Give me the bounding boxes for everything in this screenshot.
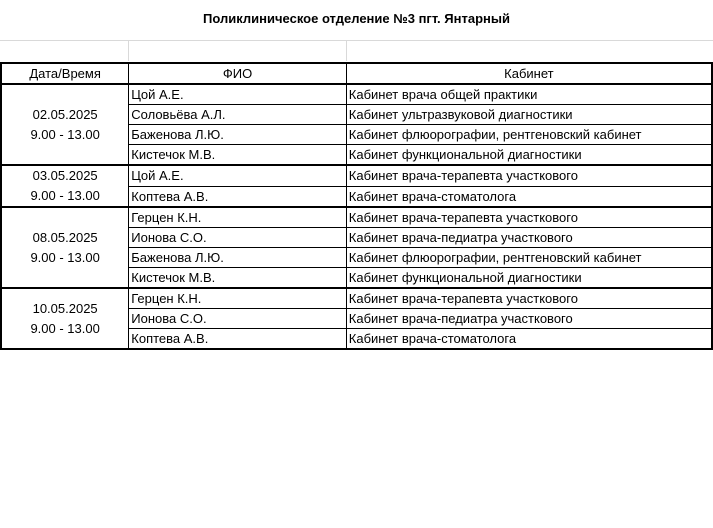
time-text: 9.00 - 13.00 [30,249,100,265]
doctor-name-cell: Ионова С.О. [129,228,347,248]
date-time-cell [1,288,129,349]
room-cell: Кабинет функциональной диагностики [346,145,712,166]
schedule-table [0,62,713,350]
room-cell: Кабинет ультразвуковой диагностики [346,105,712,125]
date-text: 10.05.2025 [32,300,98,316]
date-time-cell [1,84,129,165]
table-row [1,165,712,186]
page-title: Поликлиническое отделение №3 пгт. Янтарный [203,11,510,26]
table-row [1,288,712,309]
room-cell: Кабинет врача-терапевта участкового [346,165,712,186]
doctor-name-cell: Соловьёва А.Л. [129,105,347,125]
room-cell: Кабинет флюорографии, рентгеновский кабинет [346,125,712,145]
doctor-name-cell: Герцен К.Н. [129,207,347,228]
time-text: 9.00 - 13.00 [30,320,100,336]
table-row [1,84,712,105]
date-text: 03.05.2025 [32,168,98,183]
room-cell: Кабинет врача-педиатра участкового [346,309,712,329]
time-text: 9.00 - 13.00 [30,188,100,203]
date-time-cell [1,165,129,207]
table-header-row [1,63,712,84]
doctor-name-cell: Коптева А.В. [129,329,347,350]
time-text: 9.00 - 13.00 [30,126,100,142]
header-room: Кабинет [346,63,712,84]
grid-line [0,40,713,41]
room-cell: Кабинет врача-педиатра участкового [346,228,712,248]
doctor-name-cell: Кистечок М.В. [129,145,347,166]
grid-line [346,40,347,61]
header-name: ФИО [129,63,347,84]
room-cell: Кабинет флюорографии, рентгеновский кабинет [346,248,712,268]
header-date: Дата/Время [1,63,129,84]
schedule-body [1,84,712,349]
table-row [1,207,712,228]
doctor-name-cell: Баженова Л.Ю. [129,248,347,268]
room-cell: Кабинет врача-стоматолога [346,329,712,350]
doctor-name-cell: Ионова С.О. [129,309,347,329]
doctor-name-cell: Цой А.Е. [129,165,347,186]
room-cell: Кабинет врача общей практики [346,84,712,105]
doctor-name-cell: Цой А.Е. [129,84,347,105]
room-cell: Кабинет функциональной диагностики [346,268,712,289]
room-cell: Кабинет врача-терапевта участкового [346,288,712,309]
room-cell: Кабинет врача-терапевта участкового [346,207,712,228]
doctor-name-cell: Коптева А.В. [129,186,347,207]
grid-line [128,40,129,61]
room-cell: Кабинет врача-стоматолога [346,186,712,207]
doctor-name-cell: Герцен К.Н. [129,288,347,309]
date-text: 02.05.2025 [32,106,98,122]
date-time-cell [1,207,129,288]
doctor-name-cell: Кистечок М.В. [129,268,347,289]
date-text: 08.05.2025 [32,229,98,245]
doctor-name-cell: Баженова Л.Ю. [129,125,347,145]
